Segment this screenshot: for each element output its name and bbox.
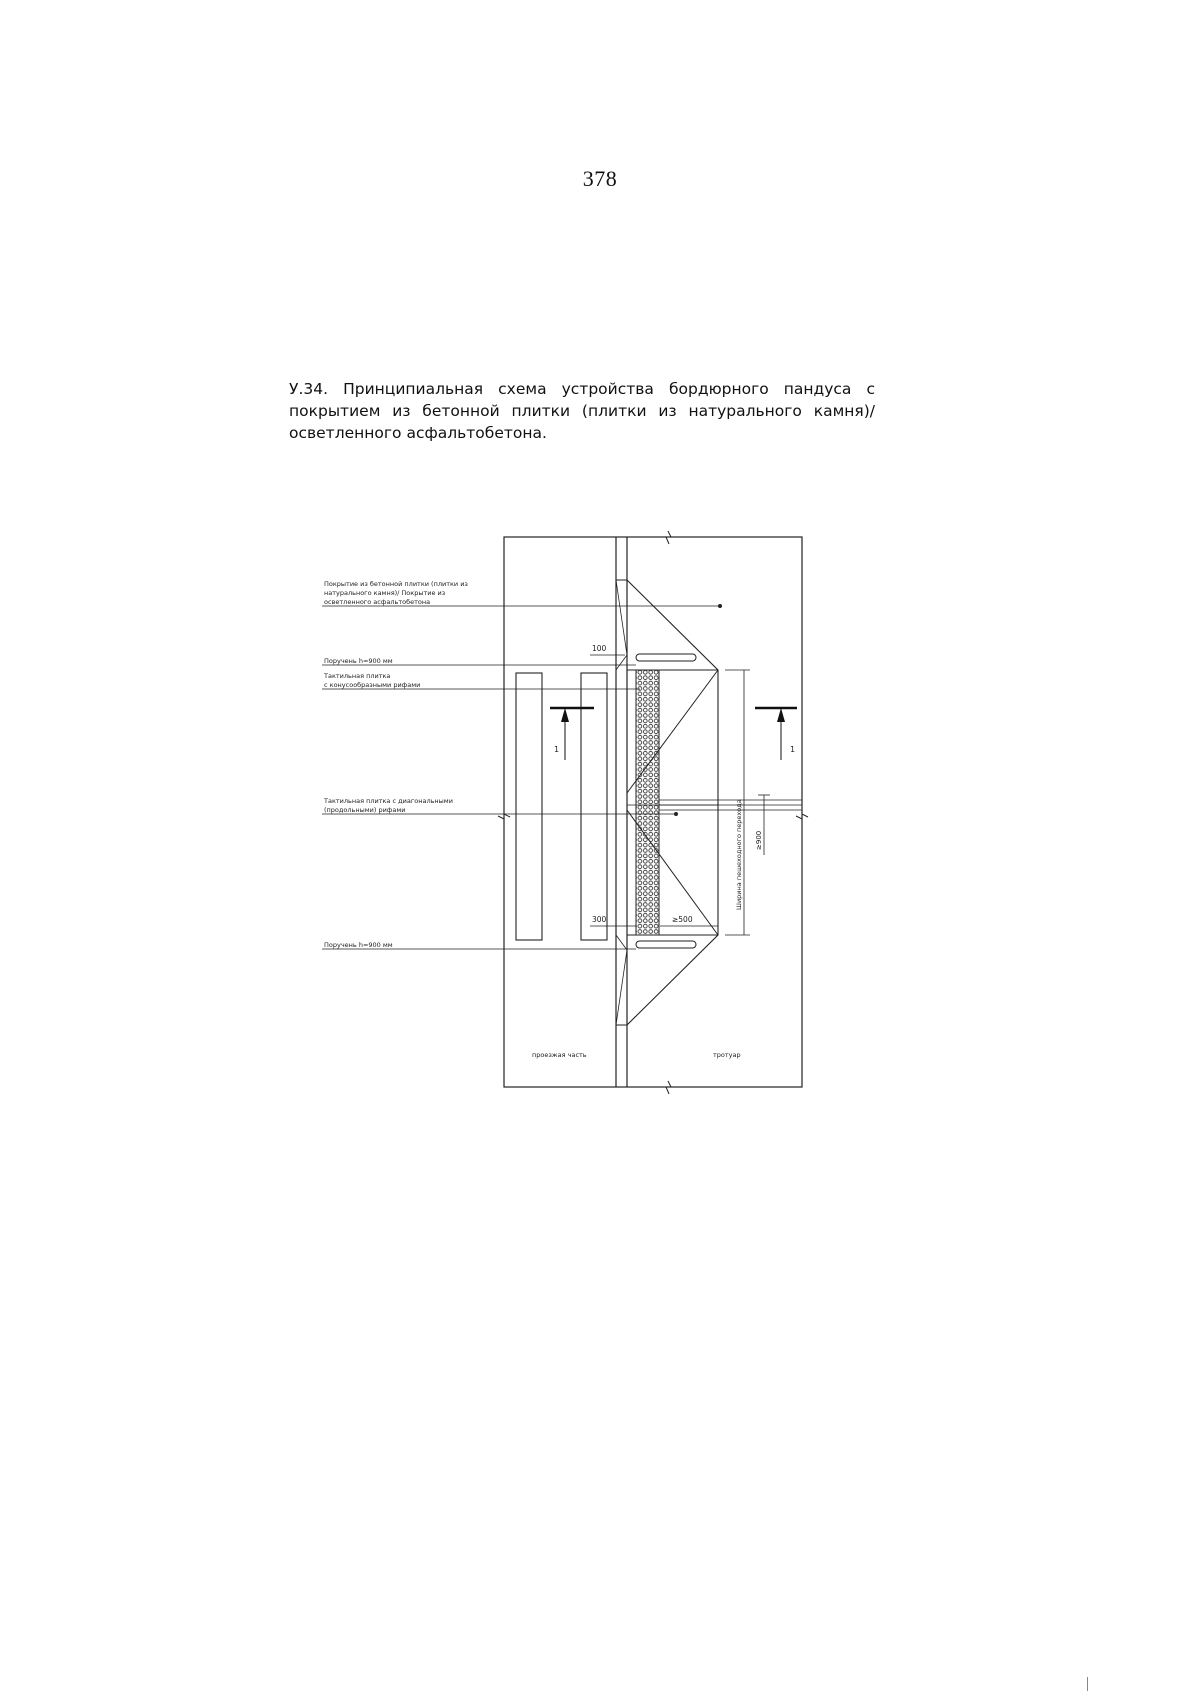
handrail-top bbox=[636, 654, 696, 661]
lowered-curb-strip bbox=[616, 580, 627, 1025]
break-mark-bottom bbox=[666, 1081, 671, 1094]
section-mark-right: 1 bbox=[790, 745, 796, 754]
tactile-strip bbox=[636, 670, 659, 935]
label-roadway: проезжая часть bbox=[532, 1051, 587, 1059]
curb-zigzag-top bbox=[616, 580, 627, 670]
section-arrow-left-head bbox=[561, 708, 569, 722]
label-handrail-top: Поручень h=900 мм bbox=[324, 657, 393, 665]
label-paving-line3: осветленного асфальтобетона bbox=[324, 598, 431, 606]
break-mark-top bbox=[666, 531, 671, 544]
dim-900-label: ≥900 bbox=[755, 830, 763, 850]
zebra-stripe-2 bbox=[581, 673, 607, 940]
handrail-bottom bbox=[636, 941, 696, 948]
curb-zigzag-bottom bbox=[616, 935, 627, 1025]
label-tactile-long-line1: Тактильная плитка bbox=[324, 672, 391, 680]
label-tactile-diag-line1: Тактильная плитка с диагональными bbox=[324, 797, 453, 805]
section-arrow-right-head bbox=[777, 708, 785, 722]
label-tactile-diag-line2: (продольными) рифами bbox=[324, 806, 406, 814]
leader-tactile-diag-dot bbox=[674, 812, 678, 816]
dim-500-label: ≥500 bbox=[672, 915, 693, 924]
label-tactile-long-line2: с конусообразными рифами bbox=[324, 681, 421, 689]
zebra-stripe-1 bbox=[516, 673, 542, 940]
dim-300-label: 300 bbox=[592, 915, 607, 924]
figure-caption: У.34. Принципиальная схема устройства бордюрного пандуса с покрытием из бетонной плитки (плитки из натурального камня)/ осветленного асфальтобетона. bbox=[289, 380, 875, 442]
scan-mark bbox=[1087, 1677, 1088, 1691]
label-handrail-bottom: Поручень h=900 мм bbox=[324, 941, 393, 949]
break-mark-right bbox=[796, 814, 808, 819]
leader-paving-dot bbox=[718, 604, 722, 608]
section-mark-left: 1 bbox=[554, 745, 560, 754]
label-paving-line2: натурального камня)/ Покрытие из bbox=[324, 589, 446, 597]
label-paving-line1: Покрытие из бетонной плитки (плитки из bbox=[324, 580, 468, 588]
dim-100-label: 100 bbox=[592, 644, 607, 653]
page-number: 378 bbox=[582, 166, 618, 191]
break-mark-left bbox=[498, 814, 510, 819]
dim-width-label: Ширина пешеходного перехода bbox=[735, 799, 743, 910]
label-sidewalk: тротуар bbox=[713, 1051, 741, 1059]
